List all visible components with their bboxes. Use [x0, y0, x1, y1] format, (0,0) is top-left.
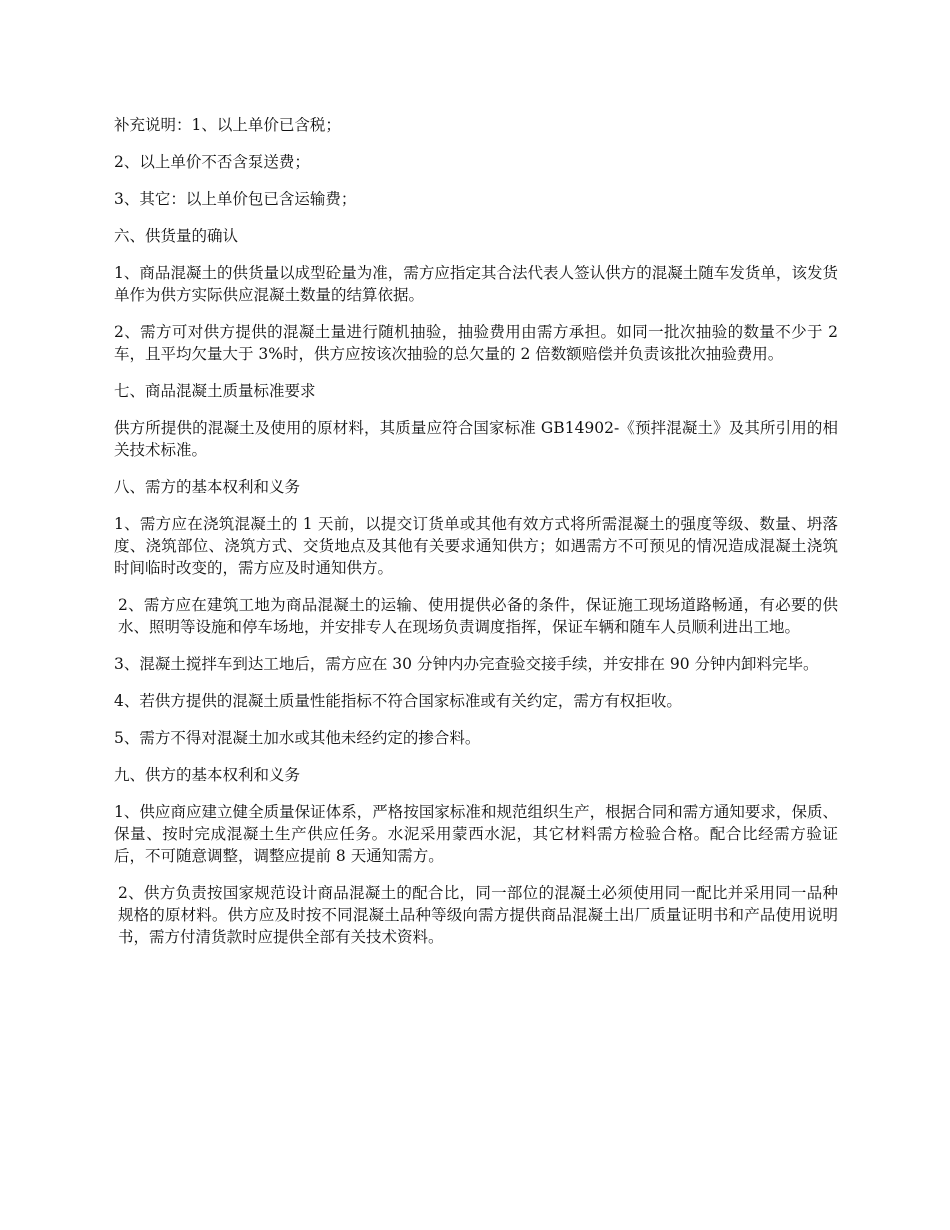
clause-supplier-1: 1、供应商应建立健全质量保证体系，严格按国家标准和规范组织生产，根据合同和需方通知要求，保质、保量、按时完成混凝土生产供应任务。水泥采用蒙西水泥，其它材料需方检验合格。配合比经需方验证后，不可随意调整，调整应提前 8 天通知需方。 — [114, 803, 838, 865]
note-tax-included: 补充说明：1、以上单价已含税； — [114, 116, 341, 134]
clause-supply-quantity-1: 1、商品混凝土的供货量以成型砼量为准，需方应指定其合法代表人签认供方的混凝土随车发货单，该发货单作为供方实际供应混凝土数量的结算依据。 — [114, 264, 838, 304]
section-heading-quality-standard: 七、商品混凝土质量标准要求 — [114, 382, 316, 400]
clause-buyer-4: 4、若供方提供的混凝土质量性能指标不符合国家标准或有关约定，需方有权拒收。 — [114, 692, 682, 710]
clause-buyer-1: 1、需方应在浇筑混凝土的 1 天前，以提交订货单或其他有效方式将所需混凝土的强度等级、数量、坍落度、浇筑部位、浇筑方式、交货地点及其他有关要求通知供方；如遇需方不可预见的情况造成混凝土浇筑时间临时改变的，需方应及时通知供方。 — [114, 515, 838, 577]
document-body — [114, 114, 838, 963]
section-heading-supply-quantity: 六、供货量的确认 — [114, 227, 239, 245]
clause-buyer-3: 3、混凝土搅拌车到达工地后，需方应在 30 分钟内办完查验交接手续，并安排在 90 分钟内卸料完毕。 — [114, 655, 819, 673]
clause-supply-quantity-2: 2、需方可对供方提供的混凝土量进行随机抽验，抽验费用由需方承担。如同一批次抽验的数量不少于 2 车，且平均欠量大于 3%时，供方应按该次抽验的总欠量的 2 倍数额赔偿并负责该批次抽验费用。 — [114, 323, 838, 363]
section-heading-supplier-rights: 九、供方的基本权利和义务 — [114, 766, 301, 784]
clause-buyer-5: 5、需方不得对混凝土加水或其他未经约定的掺合料。 — [114, 729, 481, 747]
note-transport-fee: 3、其它：以上单价包已含运输费； — [114, 190, 357, 208]
note-pump-fee: 2、以上单价不否含泵送费； — [114, 153, 310, 171]
clause-buyer-2: 2、需方应在建筑工地为商品混凝土的运输、使用提供必备的条件，保证施工现场道路畅通，有必要的供水、照明等设施和停车场地，并安排专人在现场负责调度指挥，保证车辆和随车人员顺利进出工地。 — [118, 596, 838, 636]
section-heading-buyer-rights: 八、需方的基本权利和义务 — [114, 478, 301, 496]
clause-supplier-2: 2、供方负责按国家规范设计商品混凝土的配合比，同一部位的混凝土必须使用同一配比并采用同一品种规格的原材料。供方应及时按不同混凝土品种等级向需方提供商品混凝土出厂质量证明书和产品使用说明书，需方付清货款时应提供全部有关技术资料。 — [118, 884, 838, 946]
clause-quality-standard: 供方所提供的混凝土及使用的原材料，其质量应符合国家标准 GB14902-《预拌混凝土》及其所引用的相关技术标准。 — [114, 419, 838, 459]
